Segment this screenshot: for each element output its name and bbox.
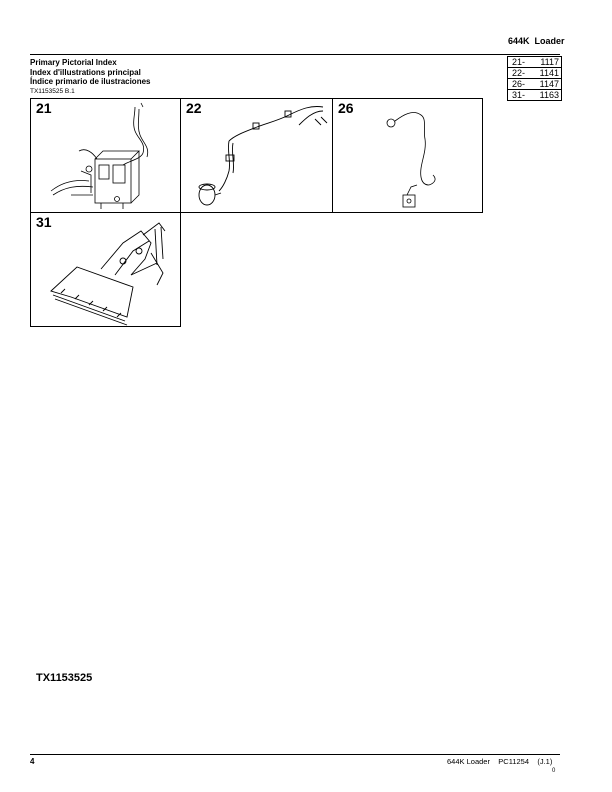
page-index-number: 21- [512,57,526,67]
panel-number: 26 [338,100,354,116]
illustration-panel-31[interactable] [30,212,181,327]
page-index-row[interactable] [508,56,561,68]
sensor-harness-icon [333,99,484,214]
footer-info: 644K Loader PC11254 (J.1) [447,757,553,766]
page-index-number: 26- [512,79,526,89]
illustration-panel-21[interactable] [30,98,181,213]
loader-bucket-frame-icon [31,213,182,328]
panel-number: 22 [186,100,202,116]
page-index-row[interactable] [508,90,561,101]
illustration-panel-22[interactable] [180,98,333,213]
index-title-fr: Index d'illustrations principal [30,67,141,77]
figure-code: TX1153525 [36,672,93,684]
page-index-page: 1163 [539,90,559,100]
index-title-en: Primary Pictorial Index [30,58,117,67]
footer-rule [30,754,560,755]
page-number: 4 [30,757,35,766]
footer-mark: 0 [552,768,556,774]
page-index-row[interactable] [508,79,561,90]
illustration-panel-26[interactable] [332,98,483,213]
header-model-title: 644K Loader [508,36,565,46]
header-rule [30,54,560,55]
page-index-page: 1141 [539,68,559,78]
hydraulic-hose-line-icon [181,99,334,214]
panel-number: 21 [36,100,52,116]
page-index-row[interactable] [508,68,561,79]
index-titles [30,58,150,87]
control-valve-wiring-icon [31,99,182,214]
page-index-page: 1147 [539,79,559,89]
index-title-es: Índice primario de ilustraciones [30,77,151,86]
page-index-table [507,56,562,101]
page-index-number: 22- [512,68,526,78]
panel-number: 31 [36,214,52,230]
page-index-number: 31- [512,90,526,100]
index-ref-code: TX1153525 B.1 [30,88,75,95]
page-index-page: 1117 [540,57,559,67]
